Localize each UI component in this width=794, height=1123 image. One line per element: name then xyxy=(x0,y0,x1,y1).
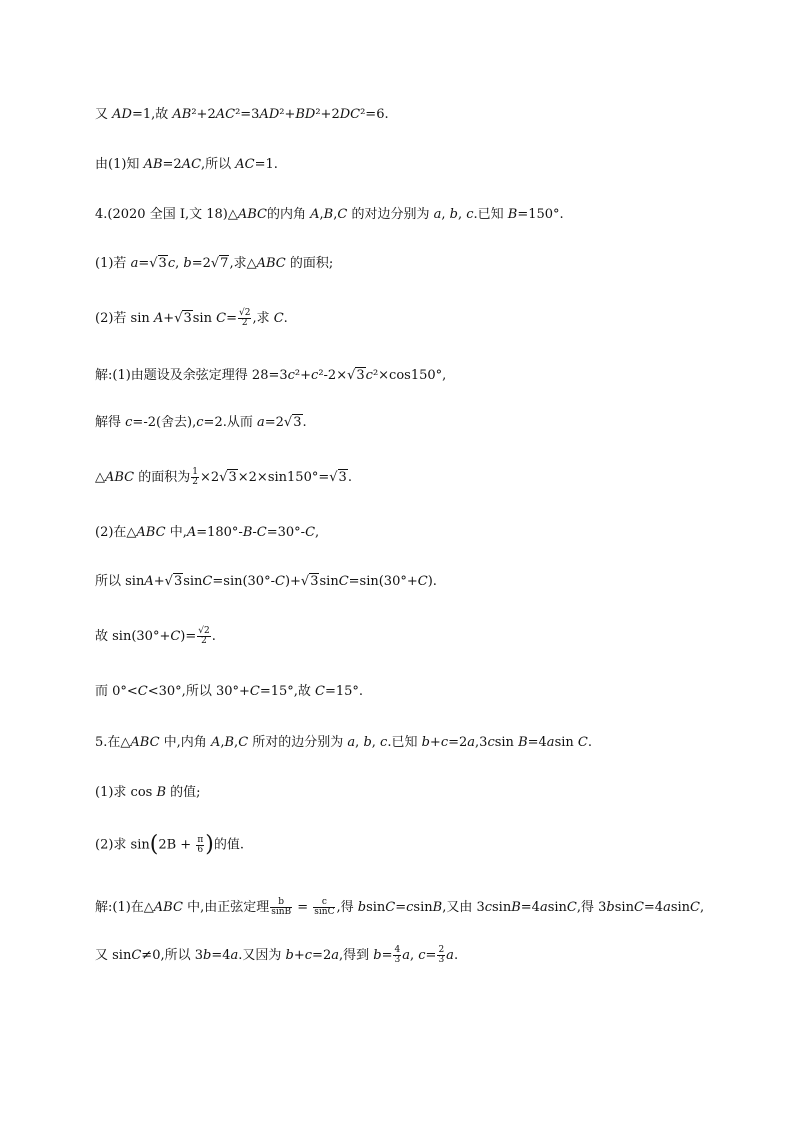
sqrt-symbol: √3 xyxy=(174,311,192,326)
fraction: $\frac{c}{\sin C}$ xyxy=(314,897,335,917)
problem-5-part-2: (2)求 sin(2B + $\frac{\pi}{6}$ )的值. xyxy=(95,832,244,857)
problem-4-statement: 4.(2020 全国 Ⅰ,文 18)△ABC的内角 A,B,C 的对边分别为 a, b, c.已知 B=150°. xyxy=(95,207,564,222)
sqrt-symbol: √3 xyxy=(283,415,302,430)
text-line: 由(1)知 AB=2AC,所以 AC=1. xyxy=(95,157,278,172)
sqrt-symbol: √3 xyxy=(219,470,237,485)
fraction: $\frac{b}{\sin B}$ xyxy=(271,897,292,917)
sqrt-symbol: √3 xyxy=(347,368,365,383)
fraction: $\frac{\pi}{6}$ xyxy=(197,834,204,855)
sqrt-symbol: √3 xyxy=(300,574,319,589)
text-line: 又 AD=1,故 AB²+2AC²=3AD²+BD²+2DC²=6. xyxy=(95,107,389,122)
fraction: $\frac{2}{3}$ xyxy=(438,945,445,965)
solution-line: 故 sin(30°+C)= $\frac{√2}{2}$ . xyxy=(95,626,216,646)
solution-line: 解:(1)在△ABC 中,由正弦定理 $\frac{b}{\sin B}$ = $\frac{c}{\sin C}$ ,得 bsinC=csinB,又由 3csinB=4asinC,得 3bsinC=4asinC, xyxy=(95,897,705,917)
solution-line: 解得 c=-2(舍去),c=2.从而 a=2√3. xyxy=(95,413,307,433)
solution-line: (2)在△ABC 中,A=180°-B-C=30°-C, xyxy=(95,525,320,540)
sqrt-symbol: √3 xyxy=(329,470,347,485)
problem-5-statement: 5.在△ABC 中,内角 A,B,C 所对的边分别为 a, b, c.已知 b+c=2a,3csin B=4asin C. xyxy=(95,735,592,750)
solution-line: 所以 sinA+√3sinC=sin(30°-C)+√3sinC=sin(30°+C). xyxy=(95,572,437,592)
solution-line: 解:(1)由题设及余弦定理得 28=3c²+c²-2×√3c²×cos150°, xyxy=(95,366,446,386)
solution-line: 又 sinC≠0,所以 3b=4a.又因为 b+c=2a,得到 b= $\frac{4}{3}$ a, c= $\frac{2}{3}$ a. xyxy=(95,945,459,965)
sqrt-symbol: √3 xyxy=(149,256,167,271)
fraction: $\frac{√2}{2}$ xyxy=(238,308,251,328)
sqrt-symbol: √3 xyxy=(164,574,183,589)
fraction: $\frac{1}{2}$ xyxy=(192,467,199,487)
problem-4-part-1: (1)若 a=√3c, b=2√7,求△ABC 的面积; xyxy=(95,254,333,274)
solution-line: 而 0°<C<30°,所以 30°+C=15°,故 C=15°. xyxy=(95,684,364,699)
fraction: $\frac{4}{3}$ xyxy=(394,945,401,965)
problem-5-part-1: (1)求 cos B 的值; xyxy=(95,785,201,800)
solution-line: △ABC 的面积为 $\frac{1}{2}$ ×2√3×2×sin150°=√3. xyxy=(95,467,352,487)
sqrt-symbol: √7 xyxy=(210,256,229,271)
fraction: $\frac{√2}{2}$ xyxy=(198,626,210,646)
problem-4-part-2: (2)若 sin A+√3sin C= $\frac{√2}{2}$ ,求 C. xyxy=(95,308,288,328)
